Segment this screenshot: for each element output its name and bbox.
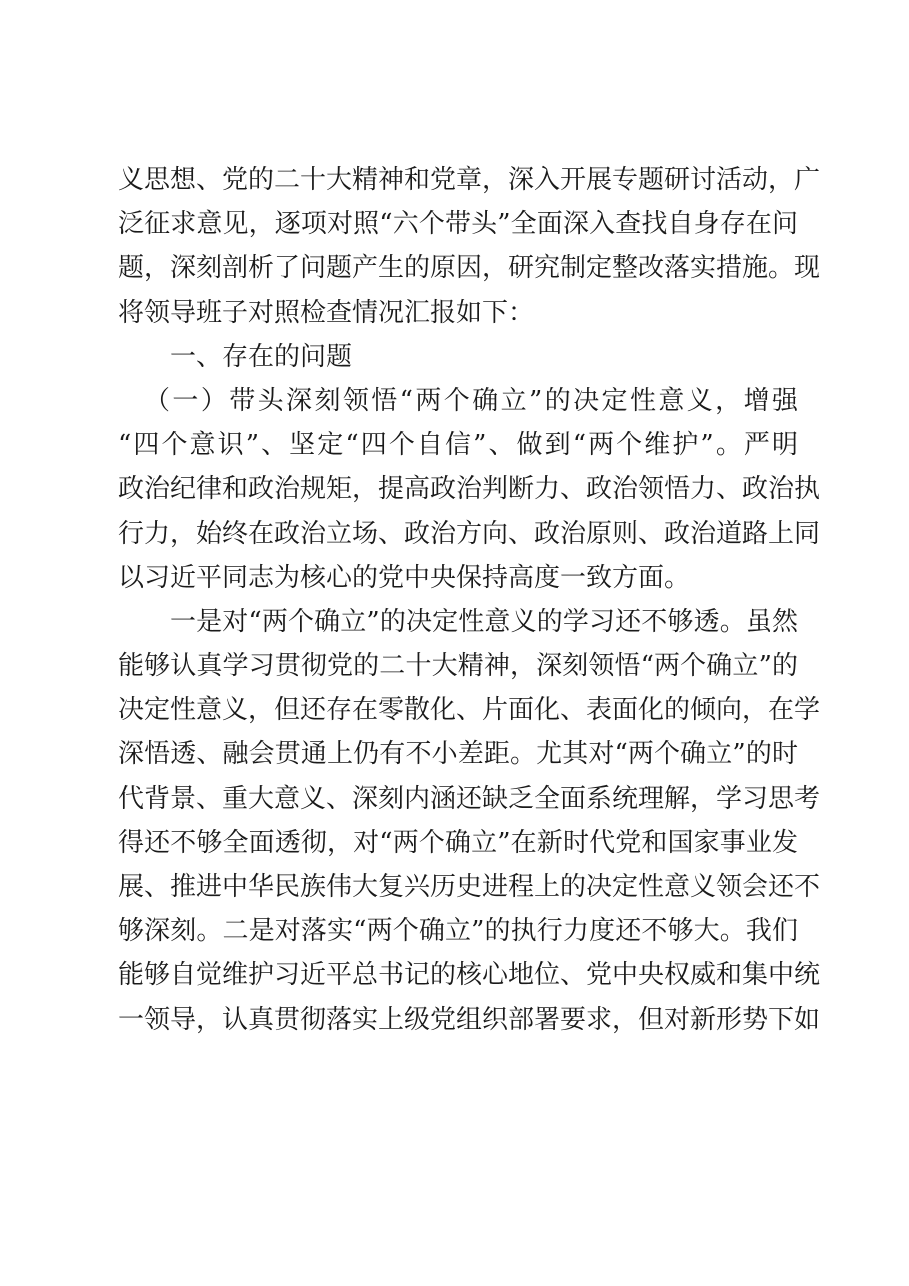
subsection-heading-line: （一）带头深刻领悟“两个确立”的决定性意义，增强 <box>144 385 798 416</box>
text-line: 政治纪律和政治规矩，提高政治判断力、政治领悟力、政治执 <box>118 474 821 505</box>
text-line: 泛征求意见，逐项对照“六个带头”全面深入查找自身存在问 <box>118 209 798 240</box>
paragraph-first-line: 一是对“两个确立”的决定性意义的学习还不够透。虽然 <box>170 606 798 637</box>
text-line: 决定性意义，但还存在零散化、片面化、表面化的倾向，在学 <box>118 695 821 726</box>
text-line: 代背景、重大意义、深刻内涵还缺乏全面系统理解，学习思考 <box>118 783 821 814</box>
text-line: 得还不够全面透彻，对“两个确立”在新时代党和国家事业发 <box>118 827 798 858</box>
text-line: 以习近平同志为核心的党中央保持高度一致方面。 <box>118 562 691 593</box>
text-line: 行力，始终在政治立场、政治方向、政治原则、政治道路上同 <box>118 518 821 549</box>
text-line: 题，深刻剖析了问题产生的原因，研究制定整改落实措施。现 <box>118 253 821 284</box>
document-body <box>118 158 821 1042</box>
text-line: 义思想、党的二十大精神和党章，深入开展专题研讨活动，广 <box>118 165 821 195</box>
text-line: 深悟透、融会贯通上仍有不小差距。尤其对“两个确立”的时 <box>118 739 798 770</box>
text-line: “四个意识”、坚定“四个自信”、做到“两个维护”。严明 <box>118 430 798 461</box>
section-heading: 一、存在的问题 <box>170 341 353 372</box>
text-line: 能够认真学习贯彻党的二十大精神，深刻领悟“两个确立”的 <box>118 651 798 682</box>
text-line: 够深刻。二是对落实“两个确立”的执行力度还不够大。我们 <box>118 916 798 947</box>
text-line: 一领导，认真贯彻落实上级党组织部署要求，但对新形势下如 <box>118 1004 821 1035</box>
text-line: 能够自觉维护习近平总书记的核心地位、党中央权威和集中统 <box>118 960 821 991</box>
text-line: 展、推进中华民族伟大复兴历史进程上的决定性意义领会还不 <box>118 872 821 902</box>
text-line: 将领导班子对照检查情况汇报如下： <box>118 297 535 328</box>
